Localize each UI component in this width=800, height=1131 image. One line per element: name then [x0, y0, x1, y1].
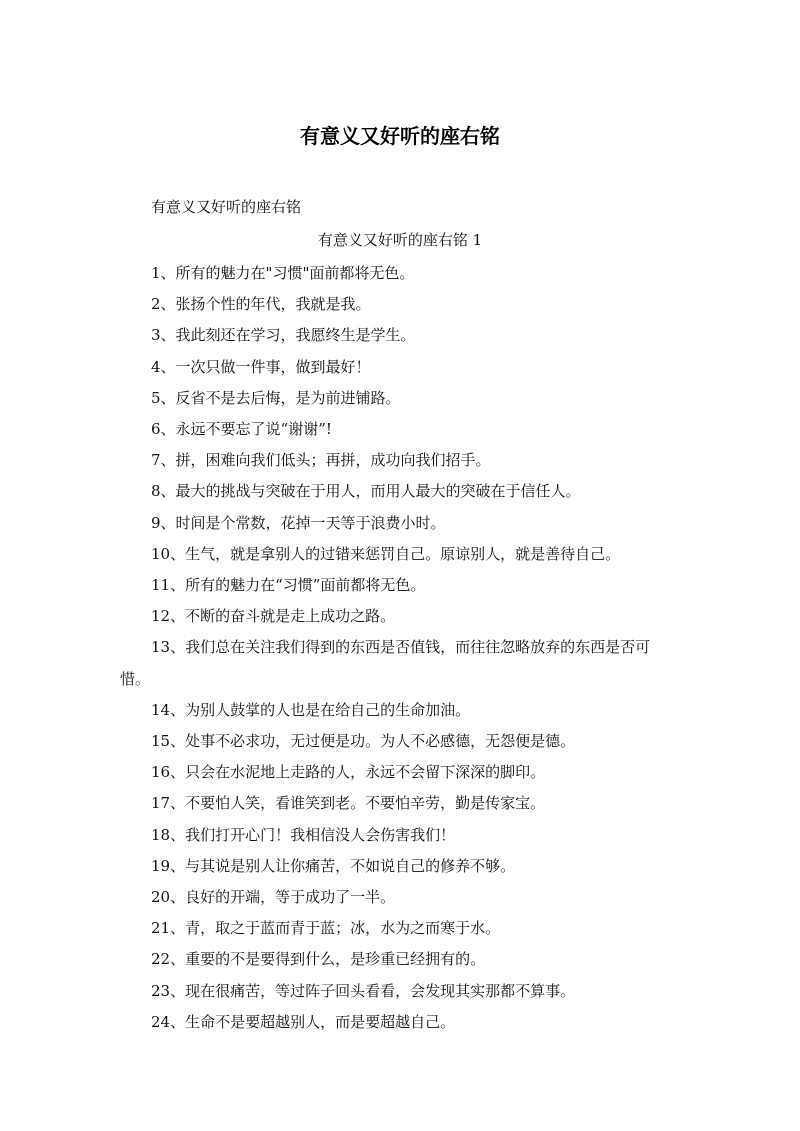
motto-item: 7、拼，困难向我们低头；再拼，成功向我们招手。 [151, 451, 491, 470]
motto-item: 8、最大的挑战与突破在于用人，而用人最大的突破在于信任人。 [151, 482, 581, 501]
motto-item: 24、生命不是要超越别人，而是要超越自己。 [151, 1012, 456, 1031]
motto-item: 21、青，取之于蓝而青于蓝；冰，水为之而寒于水。 [151, 919, 501, 938]
motto-item: 22、重要的不是要得到什么，是珍重已经拥有的。 [151, 950, 486, 969]
motto-item: 12、不断的奋斗就是走上成功之路。 [151, 607, 396, 626]
motto-item: 23、现在很痛苦，等过阵子回头看看，会发现其实那都不算事。 [151, 981, 576, 1000]
motto-item: 9、时间是个常数，花掉一天等于浪费小时。 [151, 513, 446, 532]
motto-item: 14、为别人鼓掌的人也是在给自己的生命加油。 [151, 700, 471, 719]
motto-item: 10、生气，就是拿别人的过错来惩罚自己。原谅别人，就是善待自己。 [151, 544, 621, 563]
motto-item: 15、处事不必求功，无过便是功。为人不必感德，无怨便是德。 [151, 732, 576, 751]
motto-item: 2、张扬个性的年代，我就是我。 [151, 295, 371, 314]
motto-list [120, 258, 680, 1038]
motto-item: 1、所有的魅力在"习惯"面前都将无色。 [151, 264, 415, 282]
motto-item: 16、只会在水泥地上走路的人，永远不会留下深深的脚印。 [151, 763, 546, 782]
motto-item: 18、我们打开心门！我相信没人会伤害我们！ [151, 825, 456, 844]
motto-item: 13、我们总在关注我们得到的东西是否值钱，而往往忽略放弃的东西是否可惜。 [120, 638, 651, 688]
document-title: 有意义又好听的座右铭 [300, 124, 500, 148]
motto-item: 20、良好的开端，等于成功了一半。 [151, 888, 396, 907]
intro-line: 有意义又好听的座右铭 [151, 198, 302, 216]
motto-item: 5、反省不是去后悔，是为前进铺路。 [151, 388, 401, 407]
section-heading: 有意义又好听的座右铭 1 [317, 231, 483, 249]
motto-item: 11、所有的魅力在“习惯”面前都将无色。 [151, 576, 426, 595]
motto-item: 3、我此刻还在学习，我愿终生是学生。 [151, 326, 416, 345]
motto-item: 19、与其说是别人让你痛苦，不如说自己的修养不够。 [151, 856, 516, 875]
motto-item: 6、永远不要忘了说“谢谢”! [151, 420, 332, 439]
motto-item: 4、一次只做一件事，做到最好！ [151, 357, 371, 376]
motto-item: 17、不要怕人笑，看谁笑到老。不要怕辛劳，勤是传家宝。 [151, 794, 546, 813]
